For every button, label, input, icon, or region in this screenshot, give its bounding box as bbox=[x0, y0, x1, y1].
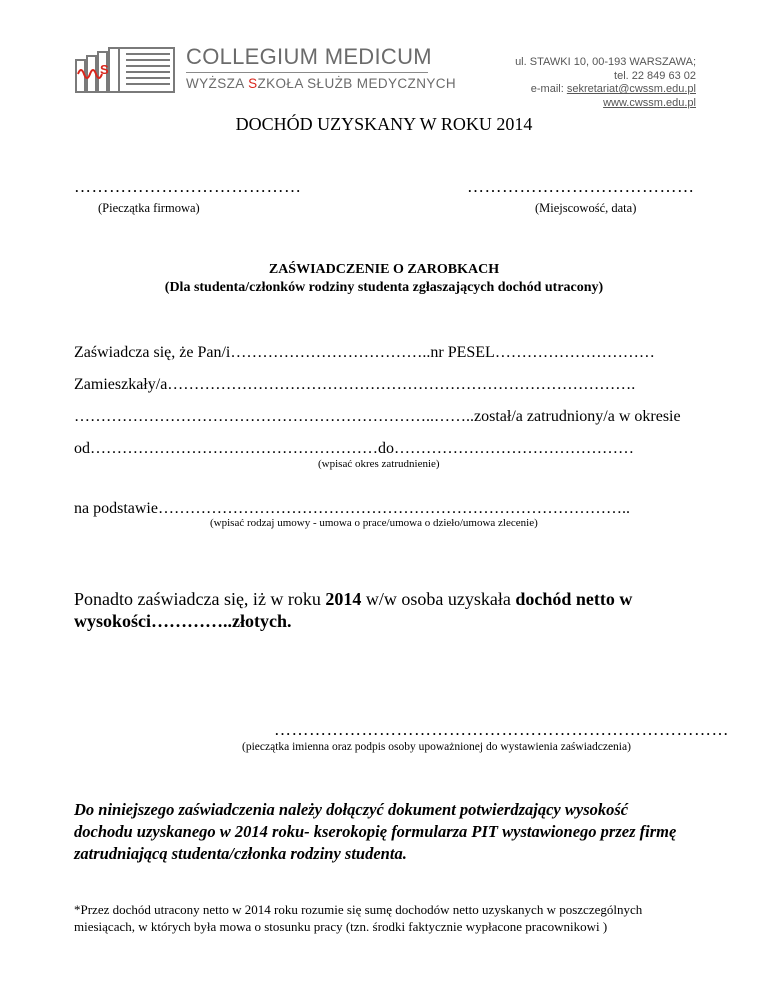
email-line bbox=[515, 83, 696, 97]
logo-name: COLLEGIUM MEDICUM bbox=[186, 44, 432, 69]
logo-divider bbox=[186, 72, 428, 73]
income-text-2: w/w osoba uzyskała bbox=[361, 589, 516, 609]
certificate-subtitle: (Dla studenta/członków rodziny studenta zgłaszających dochód utracony) bbox=[164, 280, 604, 295]
logo-sub-accent: S bbox=[248, 76, 258, 91]
email-prefix: e-mail: bbox=[530, 83, 567, 96]
website-link[interactable]: www.cwssm.edu.pl bbox=[603, 96, 696, 109]
notice-line-2: dochodu uzyskanego w 2014 roku- kserokopię formularza PIT wystawionego przez firmę bbox=[74, 822, 677, 841]
contract-line: na podstawie…………………………………………………………………………….. bbox=[74, 500, 630, 517]
footnote-line-1: *Przez dochód utracony netto w 2014 roku rozumie się sumę dochodów netto uzyskanych w poszczególnych bbox=[74, 902, 643, 917]
company-stamp-field: ………………………………… bbox=[74, 177, 302, 196]
employment-line: …………………………………………………………..……..został/a zatrudniony/a w okresie bbox=[74, 408, 681, 425]
certificate-title: ZAŚWIADCZENIE O ZAROBKACH bbox=[268, 262, 500, 277]
logo-sub-after: ZKOŁA SŁUŻB MEDYCZNYCH bbox=[257, 76, 457, 91]
income-amount-line: wysokości…………..złotych. bbox=[74, 611, 292, 631]
address: ul. STAWKI 10, 00-193 WARSZAWA; bbox=[515, 56, 696, 68]
period-hint: (wpisać okres zatrudnienie) bbox=[318, 458, 440, 470]
footnote-line-2: miesiącach, w których była mowa o stosunku pracy (tzn. środki faktycznie wypłacone pracownikowi ) bbox=[74, 919, 608, 934]
contract-hint: (wpisać rodzaj umowy - umowa o prace/umowa o dzieło/umowa zlecenie) bbox=[210, 517, 538, 529]
company-stamp-caption: (Pieczątka firmowa) bbox=[98, 201, 200, 215]
logo-sub-before: WYŻSZA bbox=[186, 76, 249, 91]
college-logo-icon bbox=[74, 44, 178, 94]
signature-caption: (pieczątka imienna oraz podpis osoby upoważnionej do wystawienia zaświadczenia) bbox=[242, 741, 631, 753]
place-date-caption: (Miejscowość, data) bbox=[535, 201, 637, 215]
notice-line-3: zatrudniającą studenta/członka rodziny studenta. bbox=[74, 844, 407, 863]
email-link[interactable]: sekretariat@cwssm.edu.pl bbox=[566, 83, 696, 96]
place-date-field: ………………………………… bbox=[467, 177, 695, 196]
notice-line-1: Do niniejszego zaświadczenia należy dołączyć dokument potwierdzający wysokość bbox=[74, 800, 629, 819]
logo-subtitle bbox=[186, 76, 456, 92]
income-text-1: Ponadto zaświadcza się, iż w roku bbox=[74, 589, 326, 609]
income-bold-1: dochód netto w bbox=[515, 589, 633, 609]
income-year: 2014 bbox=[325, 589, 362, 609]
income-statement bbox=[74, 589, 632, 610]
phone: tel. 22 849 63 02 bbox=[614, 69, 696, 82]
period-line: od………………………………………………do……………………………………… bbox=[74, 440, 634, 457]
signature-field: …………………………………………………………………… bbox=[274, 720, 729, 739]
name-pesel-line: Zaświadcza się, że Pan/i………………………………..nr PESEL………………………… bbox=[74, 344, 655, 361]
document-heading: DOCHÓD UZYSKANY W ROKU 2014 bbox=[235, 114, 533, 134]
residence-line: Zamieszkały/a……………………………………………………………………………. bbox=[74, 376, 636, 393]
svg-text:S: S bbox=[100, 62, 109, 77]
contact-block bbox=[515, 56, 696, 110]
